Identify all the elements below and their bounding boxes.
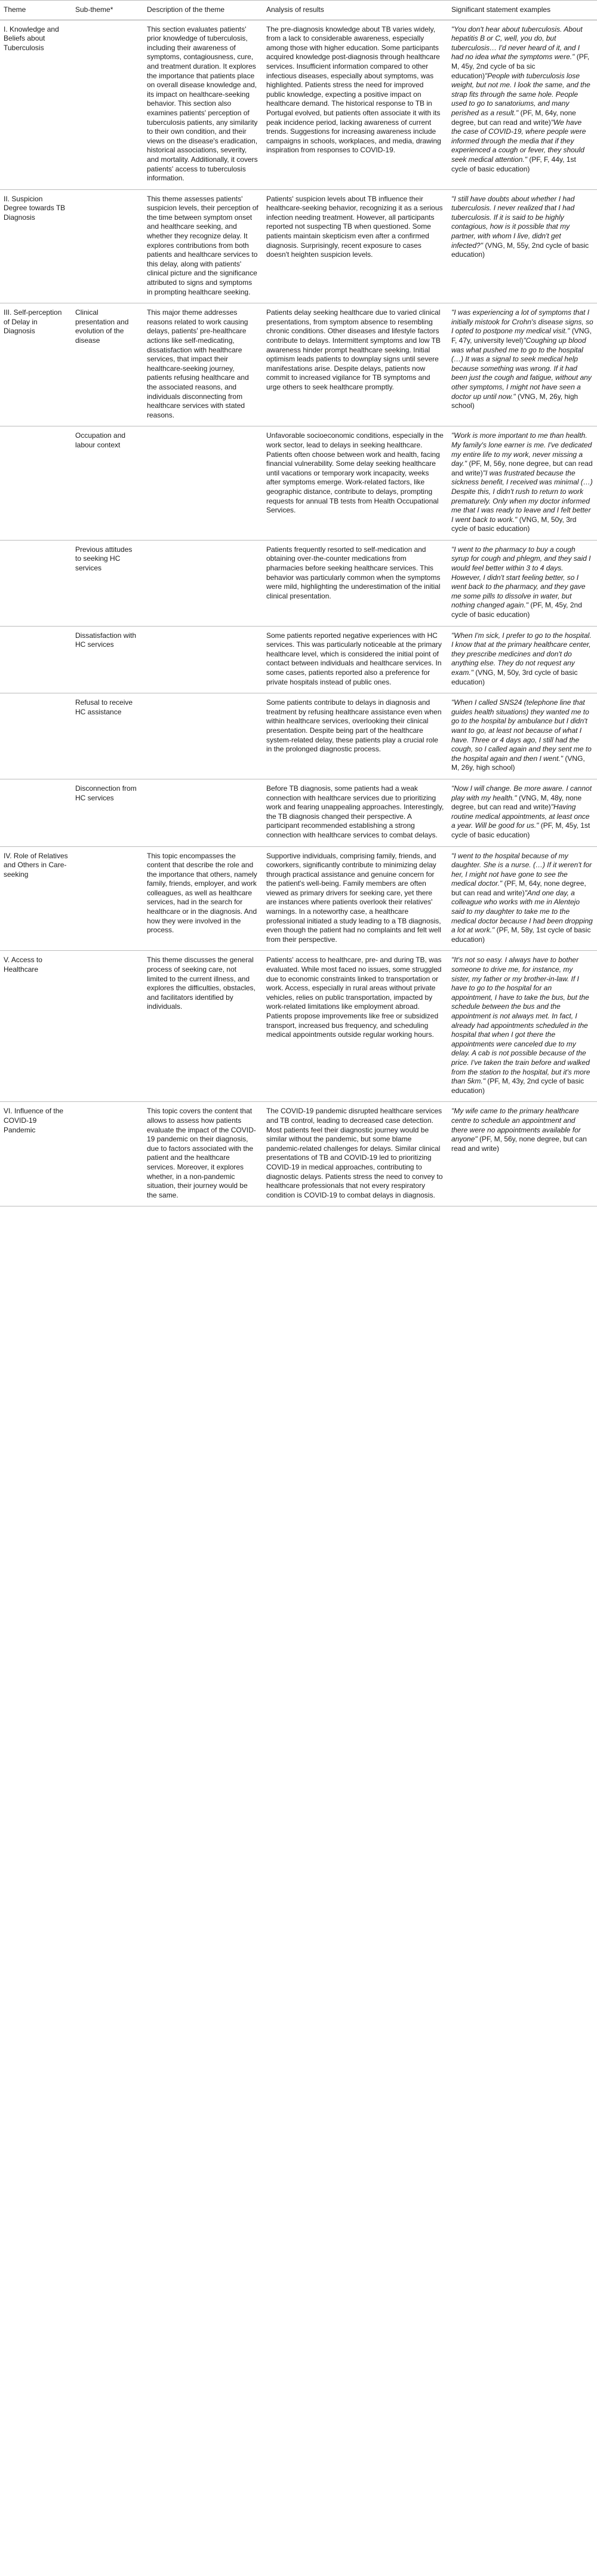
statement-quote: "I went to the hospital because of my daughter. She is a nurse. (…) If it weren't for her, I might not have gone to see the medical doctor.": [451, 851, 592, 888]
statement-quote: "And one day, a colleague who works with me in Alentejo said to my daughter to take me to the medical doctor because I had been dropping a lot at work.": [451, 888, 593, 935]
statement-quote: "Now I will change. Be more aware. I cannot play with my health.": [451, 784, 592, 802]
subtheme-cell: [72, 20, 143, 189]
table-row: [0, 846, 597, 951]
statement-quote: "My wife came to the primary healthcare centre to schedule an appointment and there were no appointments available for anyone": [451, 1107, 581, 1144]
statement-attribution: (PF, M, 64y, none degree, but can read and write): [451, 108, 576, 127]
subtheme-cell: [72, 951, 143, 1102]
statement-quote: "When I'm sick, I prefer to go to the hospital. I know that at the primary healthcare center, they prescribe medicines and don't do anything else. They do not request any exam.": [451, 631, 592, 677]
header-examples: Significant statement examples: [448, 1, 597, 20]
description-cell: [143, 540, 263, 626]
themes-table: [0, 0, 597, 1206]
description-cell: This theme discusses the general process of seeking care, not limited to the current illness, and explores the difficulties, obstacles, and facilitators identified by individuals.: [143, 951, 263, 1102]
theme-cell: III. Self-perception of Delay in Diagnosis: [0, 303, 72, 426]
analysis-cell: Patients' suspicion levels about TB influence their healthcare-seeking behavior, recognizing it as a serious infection needing treatment. However, all participants reported not suspecting TB when questioned. Some patients maintain skepticism even after a confirmed diagnosis. Surprisingly, recent exposure to cases doesn't heighten suspicion levels.: [263, 189, 448, 303]
statement-quote: "You don't hear about tuberculosis. About hepatitis B or C, well, you do, but tuberculosis… I'd never heard of it, and I had no idea what the symptoms were.": [451, 24, 583, 62]
table-body: [0, 20, 597, 1206]
table-row: [0, 540, 597, 626]
examples-cell: [448, 951, 597, 1102]
examples-cell: [448, 540, 597, 626]
statement-attribution: (PF, M, 56y, none degree, but can read and write): [451, 1135, 587, 1153]
description-cell: This topic covers the content that allows to assess how patients evaluate the impact of the COVID-19 pandemic on their diagnosis, due to factors associated with the patient and the healthcare services. Moreover, it explores whether, in a non-pandemic situation, their journey would be the same.: [143, 1102, 263, 1206]
table-row: [0, 693, 597, 779]
statement-quote: "Coughing up blood was what pushed me to go to the hospital (…) It was a signal to seek medical help because something was wrong. If it had been just the cough and fatigue, without any other symptoms, I might not have seen a doctor up until now.": [451, 336, 592, 401]
theme-cell: II. Suspicion Degree towards TB Diagnosis: [0, 189, 72, 303]
table-row: [0, 189, 597, 303]
header-analysis: Analysis of results: [263, 1, 448, 20]
header-description: Description of the theme: [143, 1, 263, 20]
statement-attribution: (VNG, M, 26y, high school): [451, 754, 585, 772]
table-row: [0, 951, 597, 1102]
statement-quote: "I still have doubts about whether I had tuberculosis. I never realized that I had tuberculosis. If it is said to be highly contagious, how is it possible that my partner, with whom I live, didn't get infected?": [451, 194, 575, 250]
analysis-cell: Before TB diagnosis, some patients had a weak connection with healthcare services due to prioritizing work and fearing unappealing approaches. Interestingly, the TB diagnosis changed their perspective. A participant recommended establishing a strong connection with healthcare services to combat delays.: [263, 779, 448, 846]
theme-cell: [0, 626, 72, 693]
statement-quote: "People with tuberculosis lose weight, but not me. I look the same, and the strap fits through the same hole. People used to go to sanatoriums, and many perished as a result.": [451, 71, 590, 117]
statement-quote: "I was frustrated because the sickness benefit, I received was minimal (…) Despite this, I didn't rush to return to work prematurely. Only when my doctor informed me that I was ready to leave and I felt better I went back to work.": [451, 468, 593, 524]
theme-cell: [0, 779, 72, 846]
theme-cell: VI. Influence of the COVID-19 Pandemic: [0, 1102, 72, 1206]
analysis-cell: Patients' access to healthcare, pre- and during TB, was evaluated. While most faced no issues, some struggled due to economic constraints linked to transportation or work. Access, especially in rural areas without private vehicles, relies on public transportation, impacted by work-related limitations like employment abroad. Patients propose improvements like free or subsidized transport, increased bus frequency, and scheduling medical appointments outside regular working hours.: [263, 951, 448, 1102]
analysis-cell: The pre-diagnosis knowledge about TB varies widely, from a lack to considerable awareness, especially among those with higher education. Some participants acquired knowledge post-diagnosis through healthcare services. Insufficient information compared to other infectious diseases, especially about symptoms, was highlighted. Patients stress the need for improved public knowledge, expecting a positive impact on healthcare demand. The historical response to TB in Portugal evolved, but patients often associate it with its peak incidence period, lacking awareness of current trends. Suggestions for increasing awareness include campaigns in schools, workplaces, and media, drawing inspiration from responses to COVID-19.: [263, 20, 448, 189]
subtheme-cell: Previous attitudes to seeking HC services: [72, 540, 143, 626]
statement-attribution: (VNG, M, 48y, none degree, but can read and write): [451, 793, 582, 812]
statement-quote: "When I called SNS24 (telephone line that guides health situations) they wanted me to go to the hospital by ambulance but I didn't want to go, at least not because of what I have. Three or 4 days ago, I still had the cough, so I called again and they sent me to the hospital again and then I went.": [451, 698, 592, 763]
table-row: [0, 779, 597, 846]
analysis-cell: Patients frequently resorted to self-medication and obtaining over-the-counter medications from pharmacies before seeking healthcare services. This behavior was particularly common when the symptoms were mild, highlighting the underestimation of the initial clinical presentation.: [263, 540, 448, 626]
subtheme-cell: [72, 1102, 143, 1206]
examples-cell: [448, 426, 597, 541]
statement-attribution: (PF, M, 45y, 2nd cycle of basic education): [451, 601, 582, 619]
statement-quote: "I was experiencing a lot of symptoms that I initially mistook for Crohn's disease signs, so I opted to postpone my medical visit.": [451, 308, 593, 336]
theme-cell: V. Access to Healthcare: [0, 951, 72, 1102]
table-row: [0, 626, 597, 693]
description-cell: This section evaluates patients' prior knowledge of tuberculosis, including their awareness of symptoms, contagiousness, cure, and treatment duration. It explores the importance that patients place on overall disease knowledge and, its impact on healthcare-seeking behavior. This section also examines patients' perception of tuberculosis patients, any similarity to their own condition, and their views on the disease's eradication, historical associations, severity, and mortality. Additionally, it covers patients' access to tuberculosis information.: [143, 20, 263, 189]
statement-quote: "I went to the pharmacy to buy a cough syrup for cough and phlegm, and they said I would feel better within 3 to 4 days. However, I didn't start feeling better, so I went back to the pharmacy, and they gave me some pills to dissolve in water, but nothing changed again.": [451, 545, 591, 610]
theme-cell: IV. Role of Relatives and Others in Care-seeking: [0, 846, 72, 951]
description-cell: This theme assesses patients' suspicion levels, their perception of the time between symptom onset and healthcare seeking, and whether they recognize delay. It explores contributions from both patients and healthcare services to this delay, along with patients' clinical picture and the significance attributed to signs and symptoms in prompting healthcare seeking.: [143, 189, 263, 303]
statement-attribution: (PF, M, 64y, none degree, but can read and write): [451, 879, 586, 897]
examples-cell: [448, 693, 597, 779]
table-row: [0, 426, 597, 541]
description-cell: This topic encompasses the content that describe the role and the importance that others, namely family, friends, employer, and work colleagues, as well as healthcare services, had in the search for healthcare or in the diagnosis. And how they were involved in the process.: [143, 846, 263, 951]
header-theme: Theme: [0, 1, 72, 20]
statement-attribution: (PF, M, 43y, 2nd cycle of basic education): [451, 1077, 584, 1095]
analysis-cell: Patients delay seeking healthcare due to varied clinical presentations, from symptom absence to resembling chronic conditions. Other diseases and lifestyle factors contribute to delays. Intermittent symptoms and low TB awareness hinder prompt healthcare seeking. Initial optimism leads patients to downplay signs until severe manifestations arise. Despite delays, patients now commit to increased vigilance for TB symptoms and urge others to seek healthcare promptly.: [263, 303, 448, 426]
table-row: [0, 20, 597, 189]
statement-attribution: (PF, M, 45y, 2nd cycle of ba sic education): [451, 53, 590, 80]
analysis-cell: The COVID-19 pandemic disrupted healthcare services and TB control, leading to decreased case detection. Most patients feel their diagnostic journey would be similar without the pandemic, but some blame pandemic-related challenges for delays. Similar clinical presentations of TB and COVID-19 led to prioritizing COVID-19 in medical approaches, contributing to diagnostic delays. Patients stress the need to convey to healthcare professionals that not every respiratory condition is COVID-19 to combat delays in diagnosis.: [263, 1102, 448, 1206]
description-cell: [143, 626, 263, 693]
table-row: [0, 1102, 597, 1206]
table-row: [0, 303, 597, 426]
statement-attribution: (PF, F, 44y, 1st cycle of basic education): [451, 155, 576, 173]
statement-attribution: (PF, M, 45y, 1st cycle of basic education): [451, 821, 590, 839]
examples-cell: [448, 779, 597, 846]
description-cell: [143, 426, 263, 541]
examples-cell: [448, 303, 597, 426]
examples-cell: [448, 189, 597, 303]
subtheme-cell: Occupation and labour context: [72, 426, 143, 541]
statement-attribution: (VNG, M, 26y, high school): [451, 392, 578, 410]
analysis-cell: Some patients reported negative experiences with HC services. This was particularly noticeable at the primary healthcare level, which is considered the initial point of contact between individuals and healthcare services. In some cases, patients reported also a preference for private hospitals instead of public ones.: [263, 626, 448, 693]
statement-attribution: (VNG, F, 47y, university level): [451, 327, 592, 345]
theme-cell: I. Knowledge and Beliefs about Tuberculosis: [0, 20, 72, 189]
theme-cell: [0, 426, 72, 541]
statement-attribution: (VNG, M, 50y, 3rd cycle of basic education): [451, 668, 578, 686]
examples-cell: [448, 626, 597, 693]
theme-cell: [0, 540, 72, 626]
statement-quote: "Having routine medical appointments, at least once a year. Will be good for us.": [451, 803, 590, 830]
theme-cell: [0, 693, 72, 779]
header-subtheme: Sub-theme*: [72, 1, 143, 20]
description-cell: [143, 779, 263, 846]
analysis-cell: Supportive individuals, comprising family, friends, and coworkers, significantly contribute to minimizing delay through practical assistance and genuine concern for the patient's well-being. Family members are often viewed as primary drivers for seeking care, yet there are instances where patients overlook their relatives' warnings. In a noteworthy case, a healthcare professional initiated a study leading to a TB diagnosis, even though the patient had no complaints and felt well from their perspective.: [263, 846, 448, 951]
statement-quote: "We have the case of COVID-19, where people were informed through the media that if they experienced a cough or fever, they should seek medical attention.": [451, 118, 586, 164]
subtheme-cell: Dissatisfaction with HC services: [72, 626, 143, 693]
statement-attribution: (PF, M, 56y, none degree, but can read and write): [451, 459, 593, 477]
examples-cell: [448, 20, 597, 189]
statement-attribution: (VNG, M, 55y, 2nd cycle of basic education): [451, 241, 589, 259]
subtheme-cell: Clinical presentation and evolution of the disease: [72, 303, 143, 426]
statement-attribution: (PF, M, 58y, 1st cycle of basic education): [451, 926, 591, 944]
statement-quote: "Work is more important to me than health. My family's lone earner is me. I've dedicated my entire life to my work, never missing a day.": [451, 431, 592, 468]
analysis-cell: Some patients contribute to delays in diagnosis and treatment by refusing healthcare assistance even when within healthcare services, overlooking their clinical presentation. Despite being part of the healthcare system-related delay, these patients play a crucial role in the prolonged diagnostic process.: [263, 693, 448, 779]
subtheme-cell: [72, 189, 143, 303]
subtheme-cell: [72, 846, 143, 951]
statement-attribution: (VNG, M, 50y, 3rd cycle of basic education): [451, 515, 577, 533]
examples-cell: [448, 1102, 597, 1206]
statement-quote: "It's not so easy. I always have to bother someone to drive me, for instance, my sister, my father or my brother-in-law. If I have to go to the hospital for an appointment, I have to take the bus, but the schedule between the bus and the appointment is not always met. In fact, I already had appointments scheduled in the hospital that when I got there the appointments were canceled due to my delay. A cab is not possible because of the price. I've taken the train before and walked from the station to the hospital, but it's more than 5km.": [451, 956, 590, 1086]
analysis-cell: Unfavorable socioeconomic conditions, especially in the work sector, lead to delays in seeking healthcare. Patients often choose between work and health, facing financial vulnerability. Some delay seeking healthcare until vacations or temporary work incapacity, weeks after symptoms emerge. Work-related factors, like geographic distance, contribute to delays, prompting requests for annual TB tests from Health Occupational Services.: [263, 426, 448, 541]
subtheme-cell: Refusal to receive HC assistance: [72, 693, 143, 779]
table-header-row: [0, 1, 597, 20]
description-cell: This major theme addresses reasons related to work causing delays, patients' pre-healthcare actions like self-medicating, dissatisfaction with healthcare services, that impact their healthcare-seeking journey, patients refusing healthcare and the associated reasons, and individuals disconnecting from healthcare services with stated reasons.: [143, 303, 263, 426]
examples-cell: [448, 846, 597, 951]
subtheme-cell: Disconnection from HC services: [72, 779, 143, 846]
description-cell: [143, 693, 263, 779]
